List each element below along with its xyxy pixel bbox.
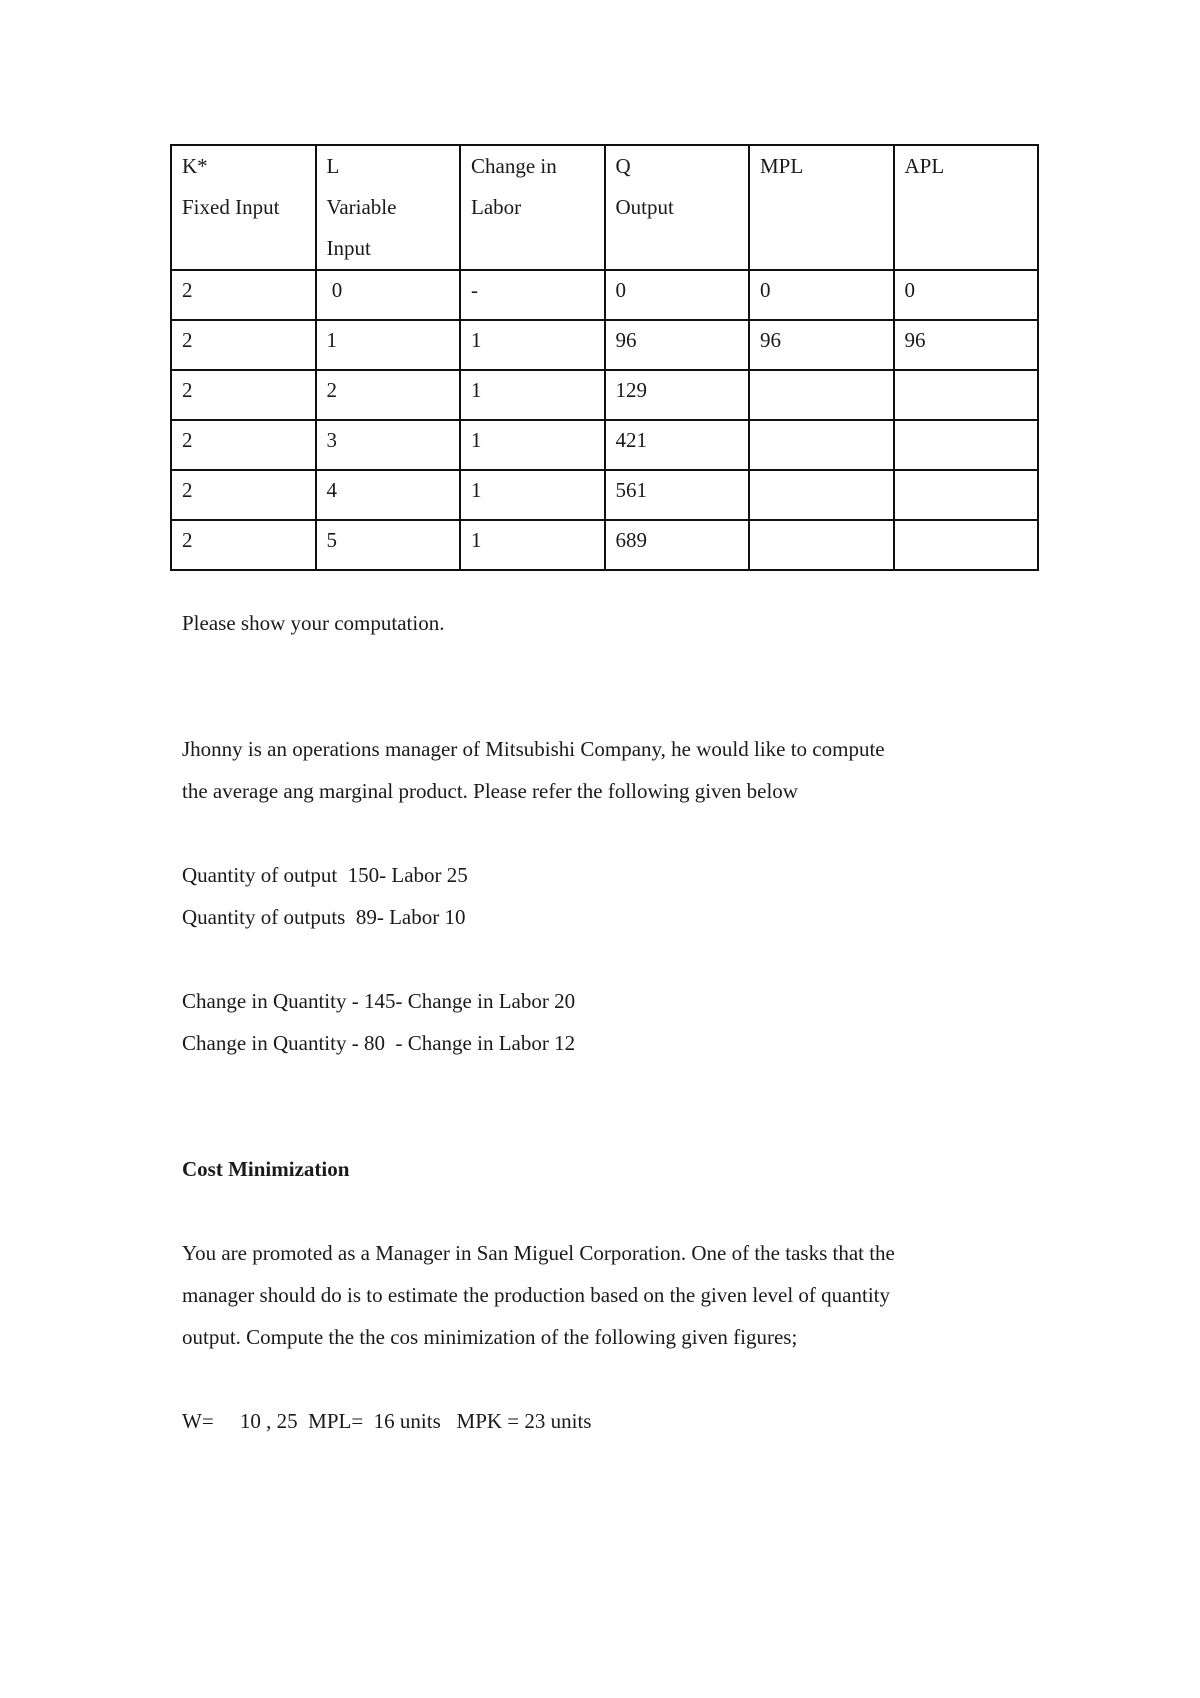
production-table [170,144,1039,571]
header-change-in-labor: Change in Labor [460,145,605,270]
table-row [171,520,1038,570]
table-cell: 1 [460,520,605,570]
table-cell: 2 [171,470,316,520]
table-cell: 96 [749,320,894,370]
table-cell [749,370,894,420]
table-row [171,470,1038,520]
table-cell: 0 [316,270,461,320]
table-cell [749,420,894,470]
cost-minimization-heading: Cost Minimization [182,1157,350,1181]
table-row [171,270,1038,320]
table-cell: - [460,270,605,320]
table-cell: 0 [749,270,894,320]
promotion-paragraph-line-2: manager should do is to estimate the production based on the given level of quantity [182,1283,891,1307]
header-k-fixed-input: K* Fixed Input [171,145,316,270]
table-cell: 1 [460,420,605,470]
table-header-row [171,145,1038,270]
table-cell: 0 [894,270,1039,320]
show-computation-text: Please show your computation. [182,611,445,635]
table-cell [749,520,894,570]
table-cell [894,470,1039,520]
header-apl: APL [894,145,1039,270]
table-cell: 2 [171,370,316,420]
promotion-paragraph-line-3: output. Compute the the cos minimization of the following given figures; [182,1325,798,1349]
table-cell: 4 [316,470,461,520]
table-cell: 1 [460,320,605,370]
table-cell: 1 [460,370,605,420]
table-cell: 96 [605,320,750,370]
table-cell: 5 [316,520,461,570]
jhonny-paragraph-line-2: the average ang marginal product. Please refer the following given below [182,779,798,803]
table-row [171,370,1038,420]
table-cell: 421 [605,420,750,470]
table-cell: 2 [171,420,316,470]
table-cell: 2 [171,270,316,320]
table-cell [894,370,1039,420]
table-cell [894,520,1039,570]
table-cell: 3 [316,420,461,470]
table-cell: 1 [460,470,605,520]
header-l-variable-input: L Variable Input [316,145,461,270]
jhonny-paragraph-line-1: Jhonny is an operations manager of Mitsubishi Company, he would like to compute [182,737,885,761]
table-cell: 561 [605,470,750,520]
table-cell: 1 [316,320,461,370]
change-quantity-line-2: Change in Quantity - 80 - Change in Labor 12 [182,1031,576,1055]
quantity-output-line-1: Quantity of output 150- Labor 25 [182,863,468,887]
promotion-paragraph-line-1: You are promoted as a Manager in San Miguel Corporation. One of the tasks that the [182,1241,895,1265]
table-row [171,320,1038,370]
table-row [171,420,1038,470]
table-cell: 129 [605,370,750,420]
header-mpl: MPL [749,145,894,270]
table-cell [894,420,1039,470]
table-cell: 2 [171,520,316,570]
table-cell: 2 [316,370,461,420]
table-cell: 0 [605,270,750,320]
table-cell: 96 [894,320,1039,370]
change-quantity-line-1: Change in Quantity - 145- Change in Labor 20 [182,989,576,1013]
table-cell [749,470,894,520]
table-cell: 2 [171,320,316,370]
given-figures-line: W= 10 , 25 MPL= 16 units MPK = 23 units [182,1409,592,1433]
quantity-output-line-2: Quantity of outputs 89- Labor 10 [182,905,466,929]
table-cell: 689 [605,520,750,570]
header-q-output: Q Output [605,145,750,270]
